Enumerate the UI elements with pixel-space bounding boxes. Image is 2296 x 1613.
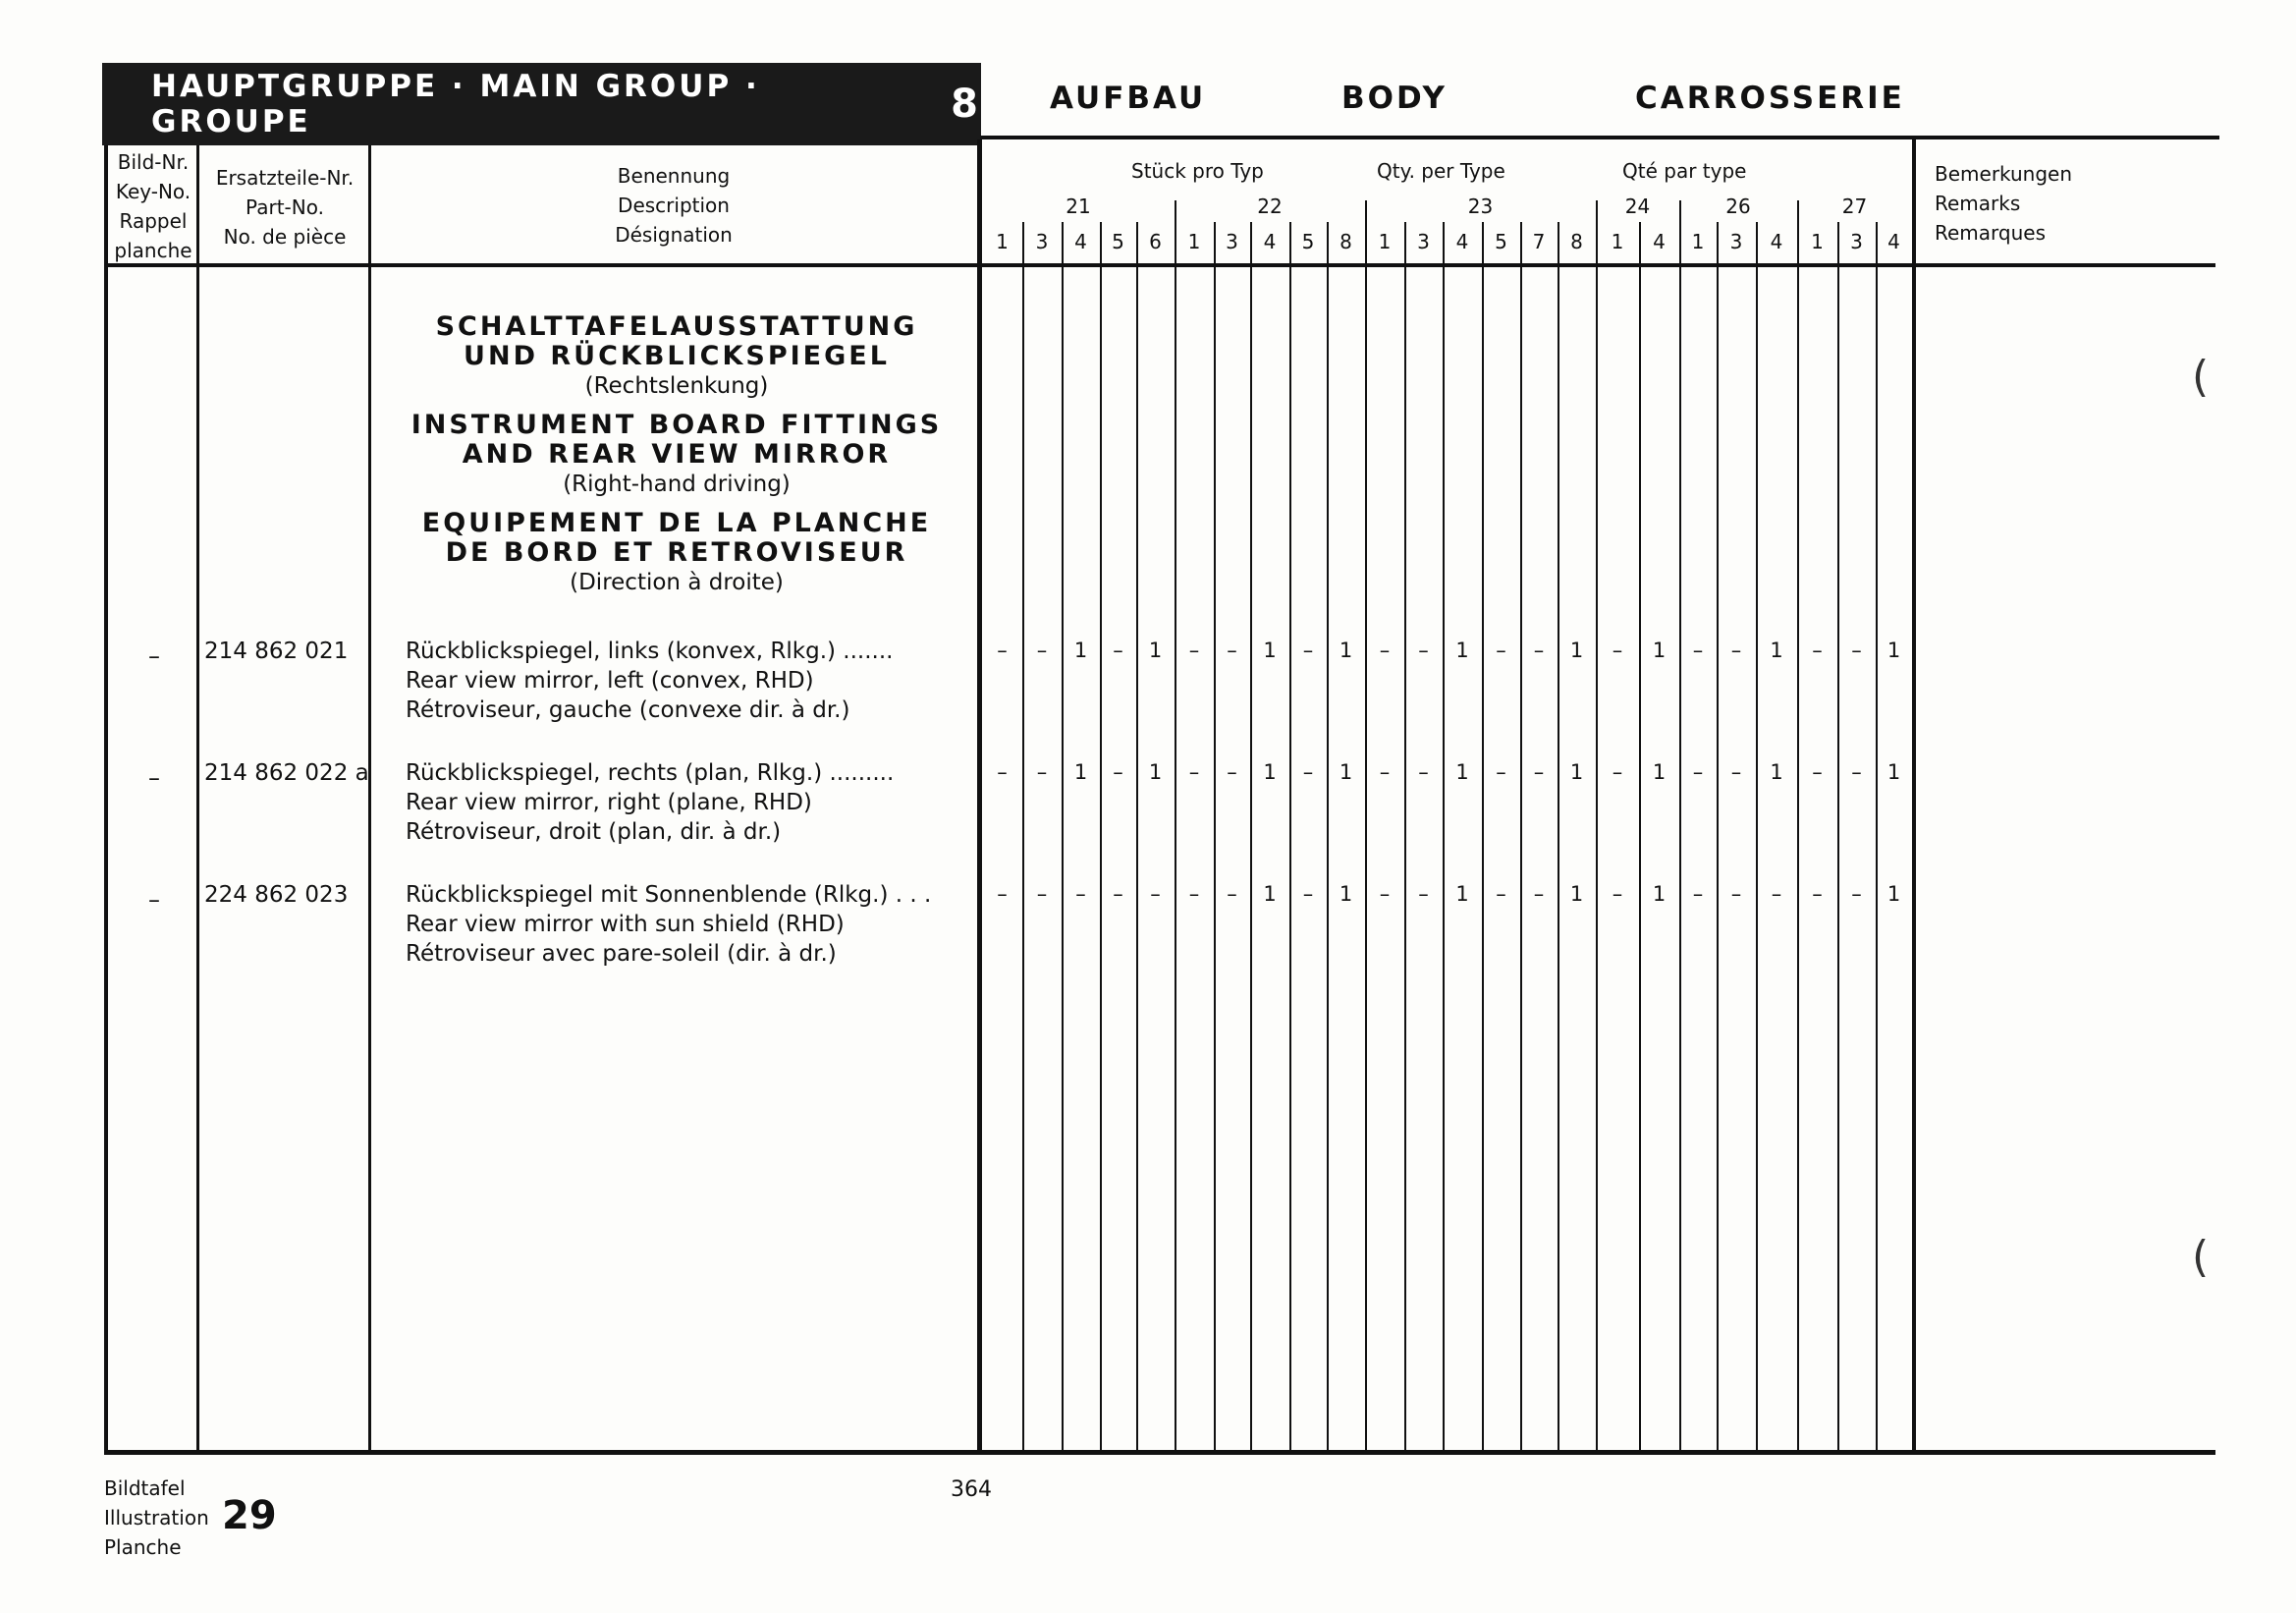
key-no-header xyxy=(110,147,196,265)
qty-cell: – xyxy=(1692,760,1704,784)
qty-cell: – xyxy=(1533,639,1545,662)
qty-cell: – xyxy=(1227,639,1237,662)
qty-cell: – xyxy=(1188,760,1200,784)
header-rule xyxy=(980,136,2219,139)
qty-column-line xyxy=(1327,222,1329,1450)
qty-cell: – xyxy=(1418,882,1429,906)
part-no-header xyxy=(202,163,367,251)
qty-column-line xyxy=(1482,222,1484,1450)
qty-cell: 1 xyxy=(1886,760,1901,784)
heading-line: UND RÜCKBLICKSPIEGEL xyxy=(464,341,890,371)
qty-cell: – xyxy=(1533,882,1545,906)
heading-line: SCHALTTAFELAUSSTATTUNG xyxy=(435,311,918,342)
description-line-fr: Rétroviseur, droit (plan, dir. à dr.) xyxy=(406,819,782,845)
qty-title-en: Qty. per Type xyxy=(1377,159,1505,183)
qty-cell: 1 xyxy=(1770,639,1783,662)
binding-mark-icon: ( xyxy=(2192,352,2210,402)
qty-cell: 1 xyxy=(1339,639,1353,662)
qty-cell: – xyxy=(1692,882,1704,906)
qty-cell: – xyxy=(1379,882,1391,906)
heading-line: DE BORD ET RETROVISEUR xyxy=(445,537,908,568)
qty-column-line xyxy=(1289,222,1291,1450)
qty-cell: – xyxy=(1227,760,1237,784)
qty-cell: 1 xyxy=(1770,760,1783,784)
qty-cell: – xyxy=(1496,760,1506,784)
qty-column-line xyxy=(1136,222,1138,1450)
part-description xyxy=(406,758,894,847)
sub-column-label: 3 xyxy=(1729,230,1743,253)
qty-cell: – xyxy=(1188,882,1200,906)
part-number: 214 862 021 xyxy=(204,639,349,664)
description-line-fr: Rétroviseur avec pare-soleil (dir. à dr.) xyxy=(406,941,837,967)
main-group-label: HAUPTGRUPPE · MAIN GROUP · GROUPE xyxy=(151,69,760,139)
qty-cell: 1 xyxy=(1886,639,1901,662)
qty-cell: 1 xyxy=(1569,639,1584,662)
qty-cell: – xyxy=(1150,882,1161,906)
heading-subline: (Rechtslenkung) xyxy=(584,373,769,399)
qty-column-line xyxy=(1250,222,1252,1450)
type-group-divider xyxy=(1365,200,1367,224)
qty-cell: – xyxy=(1812,760,1823,784)
sub-column-label: 1 xyxy=(1187,230,1201,253)
table-bottom-rule xyxy=(104,1450,2215,1455)
qty-column-line xyxy=(1717,222,1719,1450)
description-header xyxy=(373,161,974,250)
qty-cell: – xyxy=(1812,882,1823,906)
binding-mark-icon: ( xyxy=(2192,1232,2210,1282)
part-description xyxy=(406,637,893,725)
qty-cell: – xyxy=(1612,760,1623,784)
qty-column-line xyxy=(1100,222,1102,1450)
qty-cell: – xyxy=(1533,760,1545,784)
qty-cell: 1 xyxy=(1455,760,1469,784)
qty-cell: – xyxy=(1812,639,1823,662)
sub-column-label: 8 xyxy=(1339,230,1352,253)
qty-cell: – xyxy=(1036,882,1048,906)
qty-cell: 1 xyxy=(1263,760,1277,784)
sub-column-label: 8 xyxy=(1570,230,1583,253)
sub-column-label: 4 xyxy=(1770,230,1783,253)
header-line: Bild-Nr. xyxy=(117,150,190,174)
qty-cell: 1 xyxy=(1652,760,1667,784)
sub-column-label: 6 xyxy=(1149,230,1162,253)
type-group-label: 24 xyxy=(1624,195,1651,218)
qty-column-line xyxy=(1596,222,1598,1450)
part-number: 224 862 023 xyxy=(204,882,349,908)
header-line: Description xyxy=(618,194,730,217)
qty-cell: 1 xyxy=(1148,639,1163,662)
qty-cell: 1 xyxy=(1263,639,1277,662)
sub-column-label: 1 xyxy=(1811,230,1824,253)
heading-line: INSTRUMENT BOARD FITTINGS xyxy=(410,410,943,440)
qty-cell: – xyxy=(997,760,1008,784)
qty-cell: 1 xyxy=(1455,882,1469,906)
section-title-de: AUFBAU xyxy=(1050,81,1207,116)
header-line: Remarks xyxy=(1935,192,2021,215)
description-line-fr: Rétroviseur, gauche (convexe dir. à dr.) xyxy=(406,697,850,723)
part-description xyxy=(406,880,931,969)
column-divider xyxy=(196,145,199,1452)
qty-column-line xyxy=(1214,222,1216,1450)
qty-cell: – xyxy=(1302,882,1314,906)
qty-cell: 1 xyxy=(1652,639,1667,662)
description-line-de: Rückblickspiegel, links (konvex, Rlkg.) ....... xyxy=(406,639,894,664)
type-group-label: 27 xyxy=(1841,195,1868,218)
qty-cell: – xyxy=(1612,639,1623,662)
qty-cell: 1 xyxy=(1652,882,1667,906)
qty-cell: – xyxy=(1496,882,1506,906)
description-line-en: Rear view mirror, right (plane, RHD) xyxy=(406,790,812,815)
qty-cell: – xyxy=(1730,639,1742,662)
qty-cell: – xyxy=(1851,882,1862,906)
qty-title-de: Stück pro Typ xyxy=(1131,159,1264,183)
qty-cell: 1 xyxy=(1886,882,1901,906)
qty-column-line xyxy=(1404,222,1406,1450)
header-line: Key-No. xyxy=(115,180,191,203)
qty-cell: 1 xyxy=(1073,760,1088,784)
sub-column-label: 3 xyxy=(1850,230,1863,253)
qty-cell: – xyxy=(997,882,1008,906)
qty-cell: 1 xyxy=(1569,882,1584,906)
qty-column-line xyxy=(1520,222,1522,1450)
qty-cell: – xyxy=(1113,760,1123,784)
sub-column-label: 4 xyxy=(1653,230,1666,253)
sub-column-label: 5 xyxy=(1301,230,1315,253)
section-title-fr: CARROSSERIE xyxy=(1635,81,1905,116)
footer-line: Bildtafel xyxy=(104,1476,186,1500)
qty-cell: 1 xyxy=(1073,639,1088,662)
header-line: Désignation xyxy=(615,223,733,247)
type-group-label: 22 xyxy=(1257,195,1283,218)
qty-cell: – xyxy=(1036,760,1048,784)
qty-column-line xyxy=(1062,222,1064,1450)
header-line: Benennung xyxy=(617,164,731,188)
header-line: Remarques xyxy=(1935,221,2047,245)
sub-column-label: 1 xyxy=(1378,230,1392,253)
qty-column-line xyxy=(1443,222,1445,1450)
type-group-divider xyxy=(1679,200,1681,224)
key-number: – xyxy=(148,642,160,670)
footer-line: Planche xyxy=(104,1535,182,1559)
qty-cell: – xyxy=(1379,639,1391,662)
heading-subline: (Direction à droite) xyxy=(570,570,784,595)
type-group-label: 21 xyxy=(1066,195,1091,218)
header-line: Bemerkungen xyxy=(1935,162,2073,186)
main-group-banner xyxy=(102,63,981,145)
sub-column-label: 3 xyxy=(1417,230,1430,253)
header-line: No. de pièce xyxy=(223,225,347,249)
sub-column-label: 3 xyxy=(1035,230,1049,253)
key-number: – xyxy=(148,886,160,914)
qty-cell: 1 xyxy=(1339,882,1353,906)
qty-cell: – xyxy=(1730,760,1742,784)
type-group-label: 26 xyxy=(1725,195,1751,218)
sub-column-label: 4 xyxy=(1887,230,1900,253)
main-group-number: 8 xyxy=(951,82,981,127)
sub-column-label: 4 xyxy=(1263,230,1277,253)
description-line-de: Rückblickspiegel, rechts (plan, Rlkg.) ......... xyxy=(406,760,895,786)
description-line-de: Rückblickspiegel mit Sonnenblende (Rlkg.) . . . xyxy=(406,882,932,908)
plate-label xyxy=(104,1474,209,1562)
sub-column-label: 4 xyxy=(1074,230,1087,253)
qty-cell: – xyxy=(1496,639,1506,662)
qty-cell: 1 xyxy=(1455,639,1469,662)
qty-cell: – xyxy=(1771,882,1782,906)
description-line-en: Rear view mirror with sun shield (RHD) xyxy=(406,912,845,937)
qty-column-line xyxy=(1022,222,1024,1450)
qty-cell: – xyxy=(997,639,1008,662)
qty-cell: – xyxy=(1227,882,1237,906)
qty-column-line xyxy=(1639,222,1641,1450)
qty-cell: – xyxy=(1730,882,1742,906)
sub-column-label: 1 xyxy=(1691,230,1705,253)
qty-column-line xyxy=(1756,222,1758,1450)
qty-cell: 1 xyxy=(1148,760,1163,784)
heading-line: EQUIPEMENT DE LA PLANCHE xyxy=(421,508,932,538)
header-line: planche xyxy=(114,239,192,262)
heading-line: AND REAR VIEW MIRROR xyxy=(462,439,892,470)
qty-cell: – xyxy=(1851,760,1862,784)
qty-column-line xyxy=(1365,222,1367,1450)
qty-cell: – xyxy=(1036,639,1048,662)
qty-cell: 1 xyxy=(1339,760,1353,784)
sub-column-label: 1 xyxy=(1611,230,1624,253)
section-title-en: BODY xyxy=(1341,81,1448,116)
footer-line: Illustration xyxy=(104,1506,209,1530)
qty-cell: – xyxy=(1692,639,1704,662)
qty-column-line xyxy=(1679,222,1681,1450)
header-line: Ersatzteile-Nr. xyxy=(215,166,355,190)
qty-cell: – xyxy=(1075,882,1086,906)
page-number: 364 xyxy=(951,1477,992,1502)
type-group-divider xyxy=(1175,200,1176,224)
header-line: Part-No. xyxy=(246,195,324,219)
column-header-rule xyxy=(104,263,2215,267)
heading-subline: (Right-hand driving) xyxy=(563,472,791,497)
qty-column-line xyxy=(1558,222,1559,1450)
qty-cell: – xyxy=(1851,639,1862,662)
plate-number: 29 xyxy=(222,1493,277,1538)
qty-title-fr: Qté par type xyxy=(1622,159,1747,183)
key-number: – xyxy=(148,764,160,792)
qty-cell: – xyxy=(1113,639,1123,662)
qty-cell: – xyxy=(1302,639,1314,662)
type-group-divider xyxy=(1596,200,1598,224)
type-group-divider xyxy=(1797,200,1799,224)
part-number: 214 862 022 a xyxy=(204,760,369,786)
qty-column-line xyxy=(1797,222,1799,1450)
sub-column-label: 3 xyxy=(1226,230,1238,253)
table-left-border xyxy=(104,145,108,1452)
header-line: Rappel xyxy=(119,209,188,233)
qty-cell: 1 xyxy=(1569,760,1584,784)
sub-column-label: 5 xyxy=(1495,230,1507,253)
sub-column-label: 7 xyxy=(1532,230,1546,253)
description-line-en: Rear view mirror, left (convex, RHD) xyxy=(406,668,814,694)
qty-cell: – xyxy=(1418,760,1429,784)
remarks-header xyxy=(1935,159,2072,248)
column-divider xyxy=(1912,139,1916,1452)
qty-column-line xyxy=(1837,222,1839,1450)
qty-cell: – xyxy=(1302,760,1314,784)
qty-cell: 1 xyxy=(1263,882,1277,906)
sub-column-label: 5 xyxy=(1112,230,1124,253)
section-heading xyxy=(371,312,982,597)
sub-column-label: 4 xyxy=(1455,230,1469,253)
type-group-label: 23 xyxy=(1467,195,1494,218)
qty-cell: – xyxy=(1612,882,1623,906)
qty-cell: – xyxy=(1379,760,1391,784)
qty-cell: – xyxy=(1418,639,1429,662)
qty-column-line xyxy=(1175,222,1176,1450)
qty-column-line xyxy=(1876,222,1878,1450)
qty-cell: – xyxy=(1113,882,1123,906)
qty-cell: – xyxy=(1188,639,1200,662)
sub-column-label: 1 xyxy=(996,230,1009,253)
